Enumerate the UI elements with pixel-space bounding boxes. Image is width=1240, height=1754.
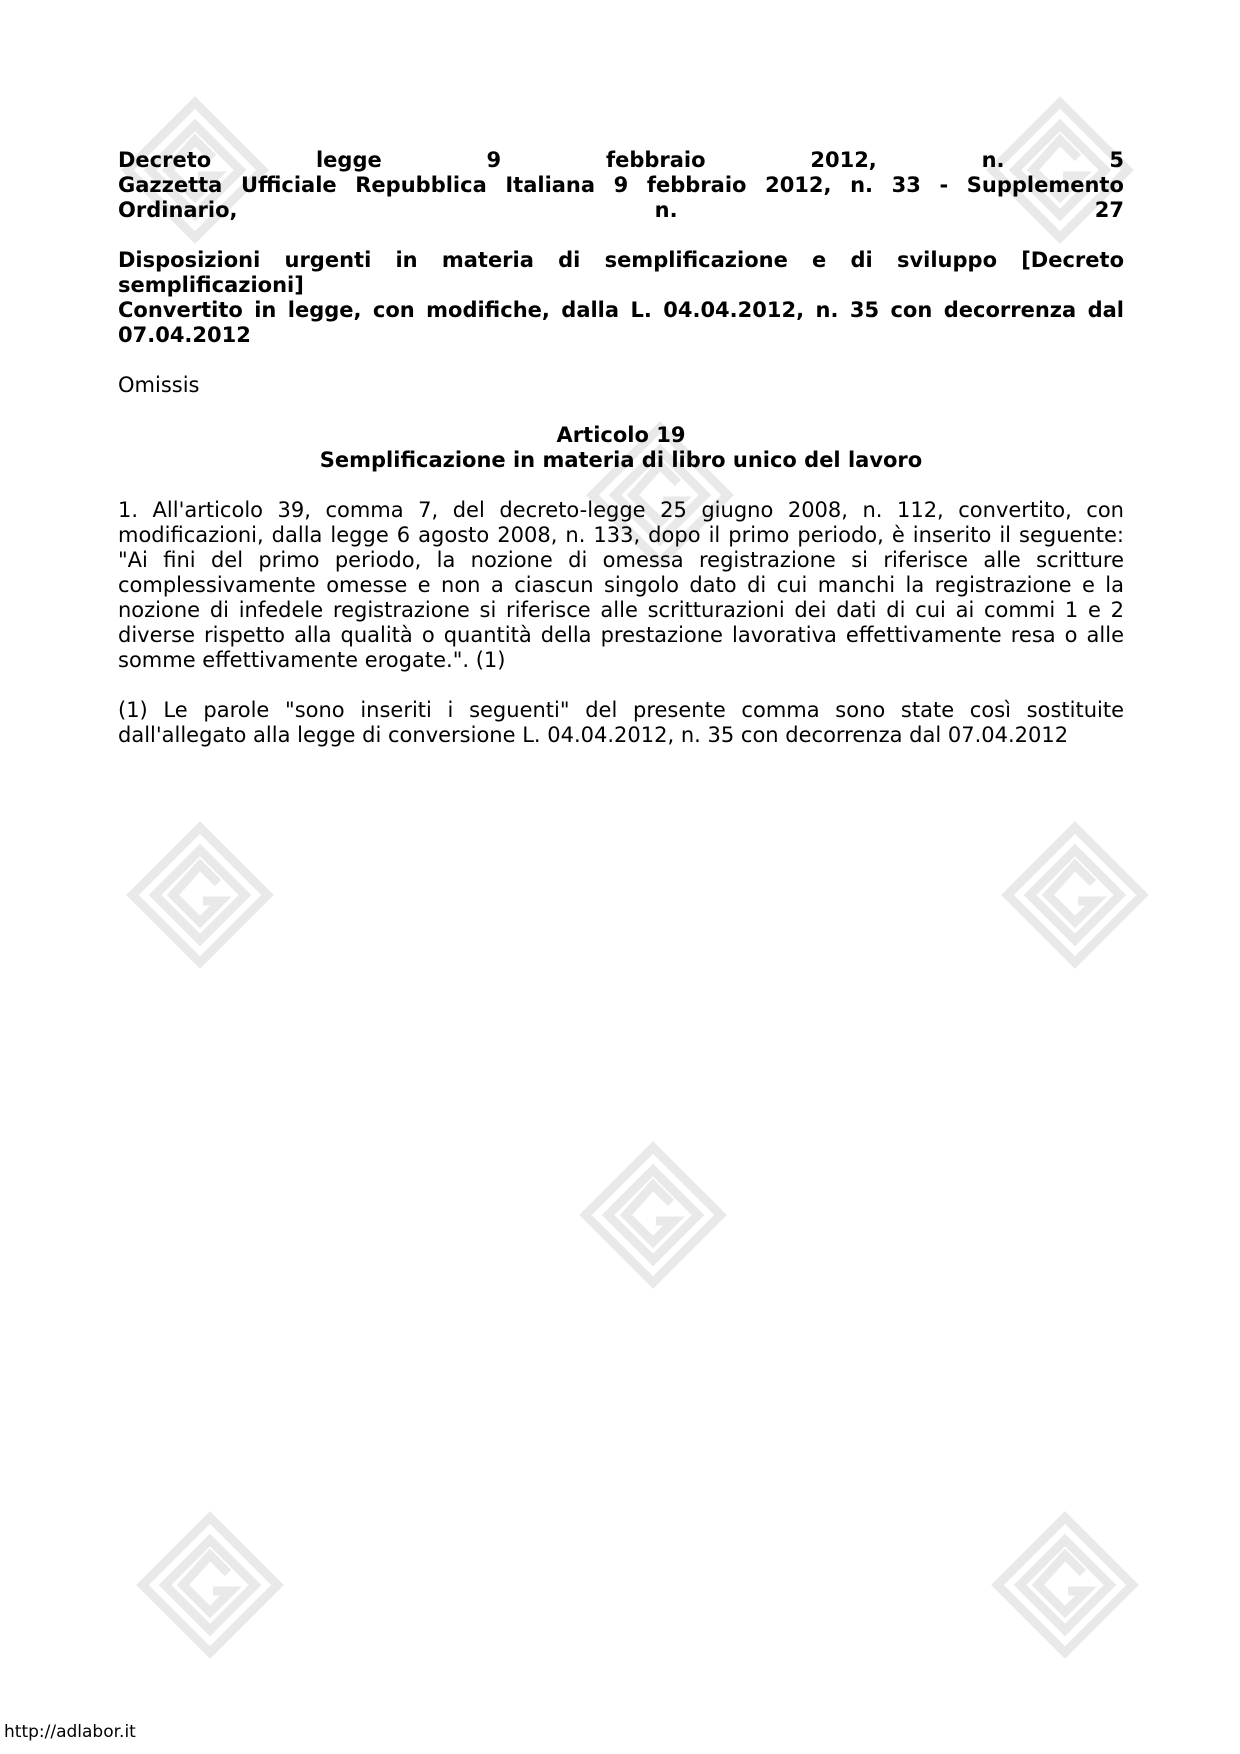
watermark-logo-icon xyxy=(135,1510,285,1660)
gazette-header xyxy=(118,148,1124,223)
header-word: Italiana xyxy=(505,173,596,197)
document-body xyxy=(118,148,1124,773)
conversion-note: Convertito in legge, con modifiche, dalla L. 04.04.2012, n. 35 con decorrenza dal 07.04.2012 xyxy=(118,298,1124,347)
omissis-text: Omissis xyxy=(118,373,200,397)
watermark-logo-icon xyxy=(578,1140,728,1290)
article-number: Articolo 19 xyxy=(556,423,686,447)
watermark-logo-icon xyxy=(125,820,275,970)
header-word: 2012, xyxy=(765,173,832,197)
header-word: febbraio xyxy=(646,173,747,197)
header-word: 27 xyxy=(1094,198,1124,222)
header-word: Ordinario, xyxy=(118,198,238,222)
article-paragraph: 1. All'articolo 39, comma 7, del decreto-legge 25 giugno 2008, n. 112, convertito, con modificazioni, dalla legge 6 agosto 2008, n. 133, dopo il primo periodo, è inserito il seguente: "Ai fini del primo periodo, la nozione di omessa registrazione si riferisce alle scritture complessivamente omesse e non a ciascun singolo dato di cui manchi la registrazione e la nozione di infedele registrazione si riferisce alle scritturazioni dei dati di cui ai commi 1 e 2 diverse rispetto alla qualità o quantità della prestazione lavorativa effettivamente resa o alle somme effettivamente erogate.". (1) xyxy=(118,498,1124,672)
header-word: Supplemento xyxy=(966,173,1124,197)
header-word: legge xyxy=(315,148,382,172)
header-word: n. xyxy=(981,148,1005,172)
header-line-2 xyxy=(118,173,1124,198)
header-line-3 xyxy=(118,198,1124,223)
header-word: 2012, xyxy=(810,148,877,172)
decree-title-block xyxy=(118,248,1124,348)
header-word: 33 xyxy=(891,173,921,197)
header-word: n. xyxy=(850,173,874,197)
header-word: 5 xyxy=(1109,148,1124,172)
header-word: n. xyxy=(654,198,678,222)
article-title: Semplificazione in materia di libro unico del lavoro xyxy=(319,448,923,472)
header-word: 9 xyxy=(613,173,629,197)
header-word: Gazzetta xyxy=(118,173,223,197)
footer-url-link[interactable]: http://adlabor.it xyxy=(4,1722,136,1742)
watermark-logo-icon xyxy=(1000,820,1150,970)
watermark-logo-icon xyxy=(990,1510,1140,1660)
header-word: Decreto xyxy=(118,148,212,172)
article-heading xyxy=(118,423,1124,473)
header-line-1 xyxy=(118,148,1124,173)
footnote: (1) Le parole "sono inseriti i seguenti" del presente comma sono state così sostituite dall'allegato alla legge di conversione L. 04.04.2012, n. 35 con decorrenza dal 07.04.2012 xyxy=(118,698,1124,747)
header-word: - xyxy=(939,173,949,197)
decree-title: Disposizioni urgenti in materia di semplificazione e di sviluppo [Decreto semplificazioni] xyxy=(118,248,1124,297)
header-word: Repubblica xyxy=(355,173,487,197)
header-word: 9 xyxy=(486,148,502,172)
header-word: Ufficiale xyxy=(240,173,337,197)
header-word: febbraio xyxy=(605,148,706,172)
